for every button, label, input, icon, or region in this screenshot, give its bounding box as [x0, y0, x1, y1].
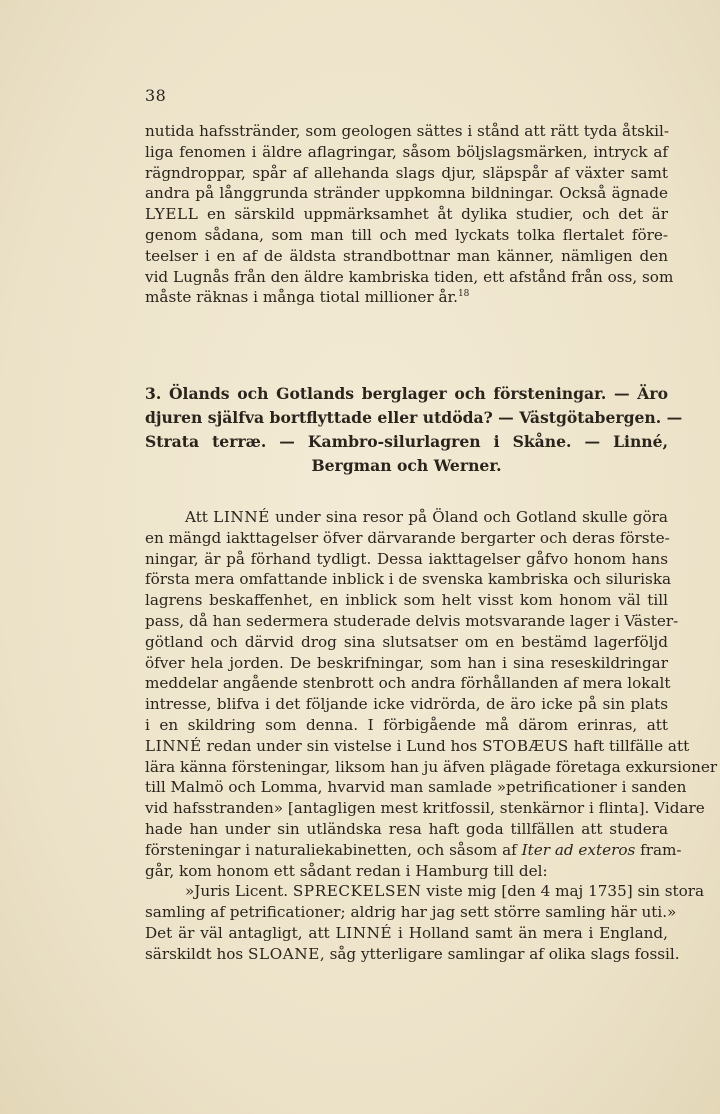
person-name: SLOANE — [248, 944, 320, 963]
text-line: teelser i en af de äldsta strandbottnar man känner, nämligen den — [145, 246, 668, 265]
quote-line — [145, 881, 705, 902]
text-line: vid hafsstranden» [antagligen mest kritfossil, stenkärnor i flinta]. Vidare — [145, 799, 705, 818]
text-line: lagrens beskaffenhet, en inblick som helt visst kom honom väl till — [145, 591, 668, 610]
text-line: ningar, är på förhand tydligt. Dessa iakttagelser gåfvo honom hans — [145, 549, 668, 568]
heading-line: 3. Ölands och Gotlands berglager och försteningar. — Äro — [145, 384, 668, 403]
heading-line: Bergman och Werner. — [311, 456, 502, 475]
text-line: nutida hafsstränder, som geologen sättes i stånd att rätt tyda åtskil- — [145, 122, 670, 140]
text-span: under sina resor på Öland och Gotland skulle göra — [269, 508, 668, 526]
text-span: , såg ytterligare samlingar af olika slags fossil. — [319, 944, 680, 963]
heading-line: Strata terræ. — Kambro-silurlagren i Skåne. — Linné, — [145, 432, 668, 451]
text-line — [145, 840, 682, 861]
text-line — [145, 507, 668, 528]
text-span: redan under sin vistelse i Lund hos — [201, 736, 483, 755]
text-line: en mängd iakttagelser öfver därvarande bergarter och deras förste- — [145, 528, 670, 547]
text-line: till Malmö och Lomma, hvarvid man samlade »petrificationer i sanden — [145, 778, 687, 797]
text-line: andra på långgrunda stränder uppkomna bildningar. Också ägnade — [145, 184, 668, 203]
text-span: haft tillfälle att — [568, 736, 690, 755]
text-span: särskildt hos — [145, 944, 249, 963]
heading-line: djuren själfva bortflyttade eller utdöda? — Västgötabergen. — — [145, 408, 683, 427]
text-line: går, kom honom ett sådant redan i Hamburg till del: — [145, 861, 548, 880]
book-title: Iter ad exteros — [521, 840, 636, 859]
text-line: genom sådana, som man till och med lyckats tolka flertalet före- — [145, 225, 668, 244]
text-line: hade han under sin utländska resa haft goda tillfällen att studera — [145, 819, 668, 838]
text-line: intresse, blifva i det följande icke vidrörda, de äro icke på sin plats — [145, 695, 668, 714]
paragraph-continued — [145, 121, 674, 308]
text-span: måste räknas i många tiotal millioner år. — [145, 288, 458, 307]
text-span: viste mig [den 4 maj 1735] sin stora — [421, 882, 705, 901]
text-span: en särskild uppmärksamhet åt dylika studier, och det är — [198, 205, 668, 224]
text-line: första mera omfattande inblick i de svenska kambriska och siluriska — [145, 570, 672, 589]
person-name: LINNÉ — [335, 923, 393, 942]
person-name: LINNÉ — [145, 736, 202, 755]
text-span: försteningar i naturaliekabinetten, och såsom af — [145, 840, 522, 859]
person-name: LYELL — [145, 205, 199, 224]
footnote-marker: 18 — [457, 289, 470, 300]
text-line: vid Lugnås från den äldre kambriska tiden, ett afstånd från oss, som — [145, 267, 674, 286]
person-name: STOBÆUS — [482, 736, 569, 755]
text-line — [145, 944, 680, 965]
section-heading — [145, 382, 683, 478]
text-span: Att — [185, 508, 214, 526]
text-line: pass, då han sedermera studerade delvis motsvarande lager i Väster- — [145, 611, 679, 630]
text-span: i Holland samt än mera i England, — [392, 923, 668, 942]
paragraph-main — [145, 507, 718, 965]
text-line: liga fenomen i äldre aflagringar, såsom böljslagsmärken, intryck af — [145, 142, 668, 161]
quote-line: samling af petrificationer; aldrig har jag sett större samling här uti.» — [145, 903, 677, 922]
text-line: öfver hela jorden. De beskrifningar, som han i sina reseskildringar — [145, 653, 668, 672]
text-span: fram- — [635, 840, 682, 859]
text-line: meddelar angående stenbrott och andra förhållanden af mera lokalt — [145, 674, 671, 693]
text-line — [145, 204, 668, 225]
text-span: Det är väl antagligt, att — [145, 923, 336, 942]
text-line: götland och därvid drog sina slutsatser om en bestämd lagerföljd — [145, 632, 668, 651]
person-name: LINNÉ — [213, 508, 270, 526]
text-line: rägndroppar, spår af allehanda slags djur, släpspår af växter samt — [145, 163, 668, 182]
text-line — [145, 923, 668, 944]
text-line — [145, 736, 690, 757]
text-span: »Juris Licent. — [185, 882, 293, 901]
person-name: SPRECKELSEN — [292, 882, 422, 901]
text-line: lära känna försteningar, liksom han ju äfven plägade företaga exkursioner — [145, 757, 718, 776]
text-line: i en skildring som denna. I förbigående må därom erinras, att — [145, 715, 668, 734]
page-number: 38 — [145, 86, 167, 105]
text-line — [145, 287, 668, 308]
